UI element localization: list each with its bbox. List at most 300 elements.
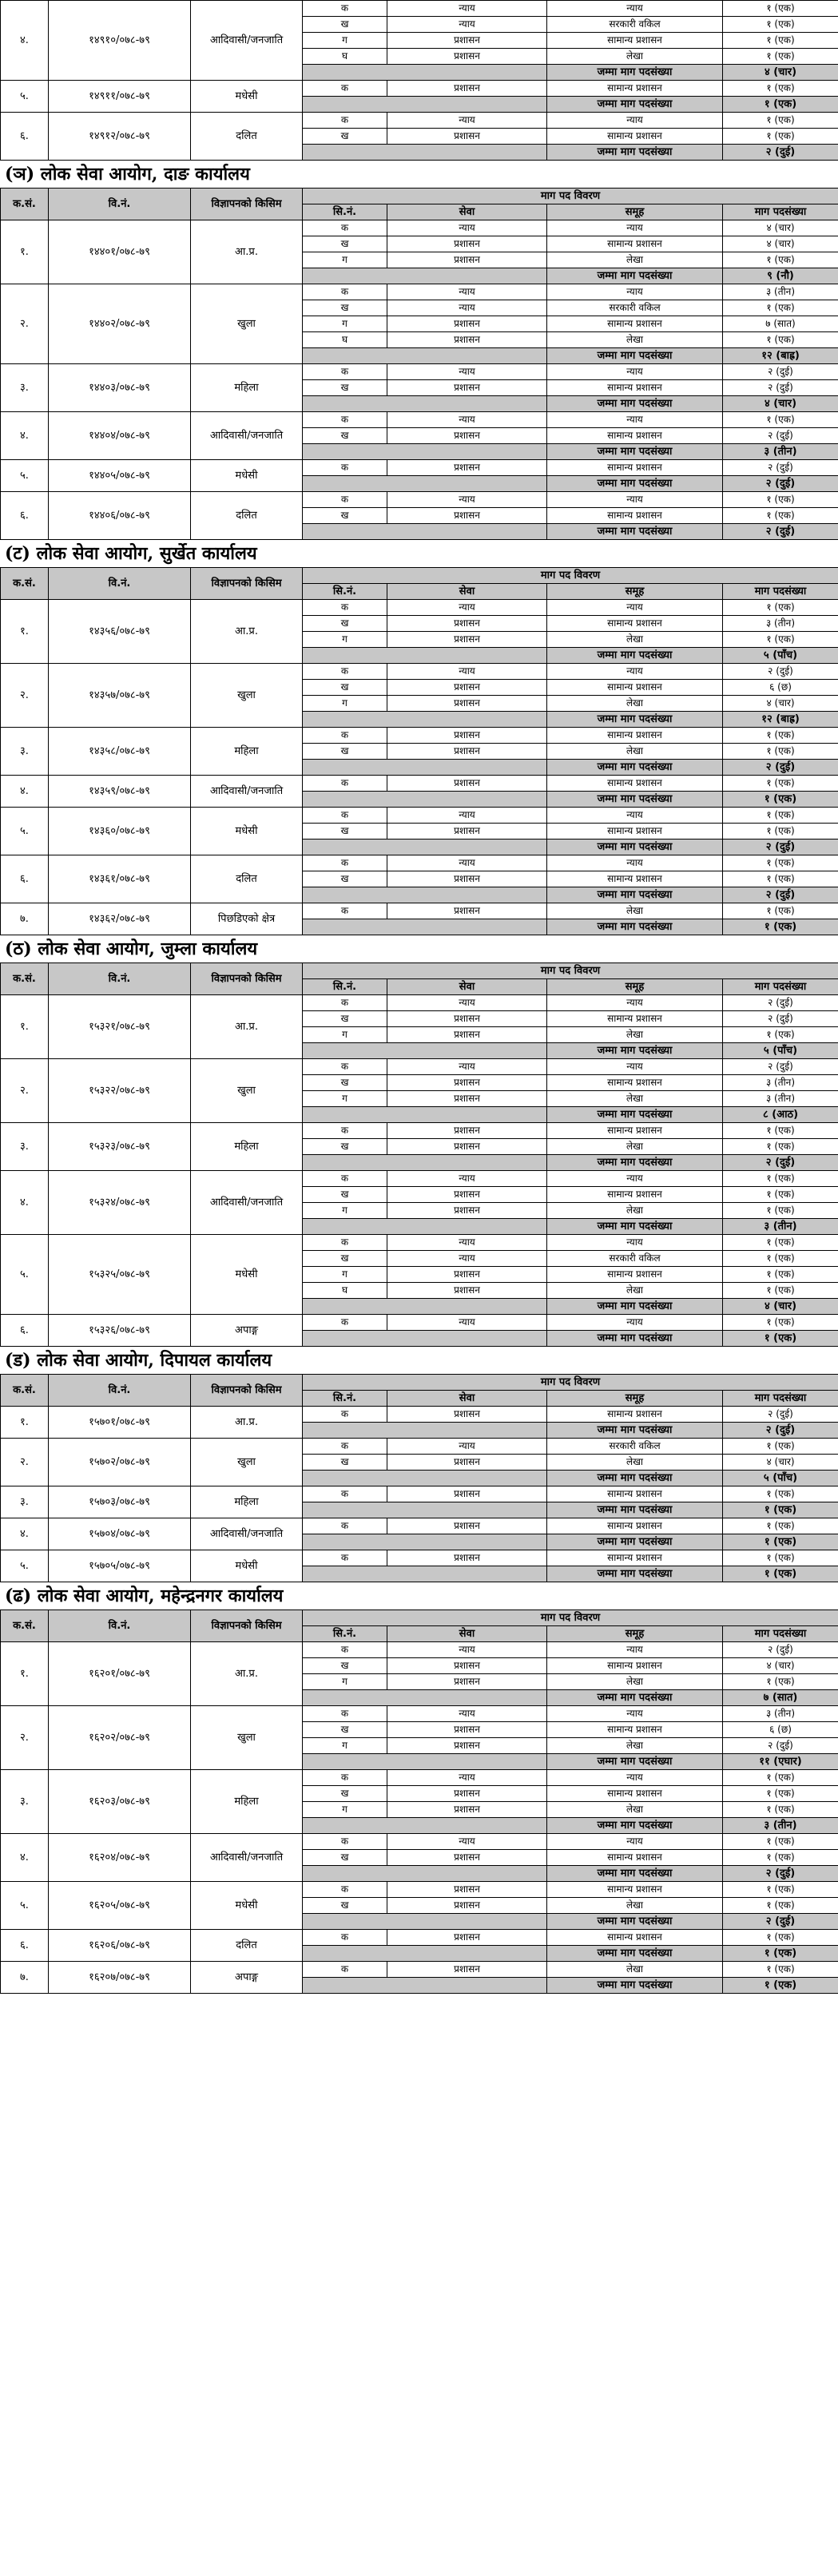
group-kisim: खुला (191, 1059, 303, 1123)
cell-sewa: प्रशासन (387, 508, 547, 524)
cell-sewa: प्रशासन (387, 1674, 547, 1690)
cell-samuha: न्याय (547, 1171, 723, 1187)
cell-si-no: ख (303, 1786, 387, 1802)
cell-si-no: ख (303, 1455, 387, 1471)
cell-si-no: क (303, 776, 387, 792)
cell-sewa: प्रशासन (387, 460, 547, 476)
group-sn: ४. (1, 1171, 49, 1235)
col-header: माग पद विवरण (303, 1610, 838, 1626)
cell-si-no: क (303, 1706, 387, 1722)
cell-sankhya: १ (एक) (723, 1962, 838, 1978)
cell-sankhya: १ (एक) (723, 1171, 838, 1187)
cell-sankhya: १ (एक) (723, 17, 838, 33)
cell-samuha: न्याय (547, 1834, 723, 1850)
cell-samuha: सामान्य प्रशासन (547, 728, 723, 744)
cell-sankhya: १ (एक) (723, 1315, 838, 1331)
cell-sankhya: १ (एक) (723, 81, 838, 97)
group-kisim: दलित (191, 113, 303, 161)
cell-si-no: क (303, 220, 387, 236)
col-header: समूह (547, 204, 723, 220)
cell-sewa: प्रशासन (387, 1203, 547, 1219)
group-vn: १६२०७/०७८-७९ (49, 1962, 191, 1994)
col-header: विज्ञापनको किसिम (191, 963, 303, 995)
cell-samuha: न्याय (547, 1059, 723, 1075)
total-value: १ (एक) (723, 1534, 838, 1550)
total-label: जम्मा माग पदसंख्या (547, 1219, 723, 1235)
group-kisim: मधेसी (191, 1882, 303, 1930)
cell-sankhya: १ (एक) (723, 871, 838, 887)
col-header: सेवा (387, 584, 547, 600)
col-header: क.सं. (1, 568, 49, 600)
group-sn: ५. (1, 1235, 49, 1315)
cell-samuha: लेखा (547, 332, 723, 348)
table-row (1, 728, 838, 744)
total-spacer (303, 396, 547, 412)
cell-sewa: प्रशासन (387, 332, 547, 348)
cell-sankhya: १ (एक) (723, 332, 838, 348)
group-sn: ६. (1, 113, 49, 161)
cell-sewa: न्याय (387, 1439, 547, 1455)
cell-sankhya: २ (दुई) (723, 428, 838, 444)
cell-sankhya: १ (एक) (723, 1123, 838, 1139)
cell-si-no: ग (303, 1027, 387, 1043)
cell-sankhya: २ (दुई) (723, 1407, 838, 1423)
cell-si-no: क (303, 808, 387, 824)
cell-sankhya: १ (एक) (723, 1486, 838, 1502)
cell-sankhya: १ (एक) (723, 1898, 838, 1914)
col-header: समूह (547, 979, 723, 995)
cell-sankhya: १ (एक) (723, 1786, 838, 1802)
cell-samuha: सामान्य प्रशासन (547, 680, 723, 696)
cell-si-no: ग (303, 1738, 387, 1754)
total-spacer (303, 648, 547, 664)
group-sn: ५. (1, 1882, 49, 1930)
col-header: सि.नं. (303, 204, 387, 220)
group-sn: ७. (1, 1962, 49, 1994)
total-value: ९ (नौ) (723, 268, 838, 284)
group-kisim: महिला (191, 1123, 303, 1171)
group-kisim: दलित (191, 855, 303, 903)
cell-sewa: प्रशासन (387, 1283, 547, 1299)
total-spacer (303, 1043, 547, 1059)
group-sn: ४. (1, 776, 49, 808)
group-sn: २. (1, 664, 49, 728)
cell-si-no: क (303, 284, 387, 300)
group-kisim: आ.प्र. (191, 220, 303, 284)
header-row (1, 568, 838, 584)
total-spacer (303, 97, 547, 113)
group-vn: १५३२४/०७८-७९ (49, 1171, 191, 1235)
cell-samuha: सामान्य प्रशासन (547, 776, 723, 792)
cell-sankhya: २ (दुई) (723, 1738, 838, 1754)
cell-sankhya: २ (दुई) (723, 1059, 838, 1075)
cell-samuha: सामान्य प्रशासन (547, 1850, 723, 1866)
total-label: जम्मा माग पदसंख्या (547, 648, 723, 664)
group-kisim: आदिवासी/जनजाति (191, 776, 303, 808)
cell-sewa: प्रशासन (387, 252, 547, 268)
cell-sankhya: १ (एक) (723, 632, 838, 648)
cell-sewa: न्याय (387, 600, 547, 616)
cell-samuha: सामान्य प्रशासन (547, 33, 723, 49)
cell-si-no: घ (303, 1283, 387, 1299)
cell-sewa: न्याय (387, 1, 547, 17)
table-row (1, 1407, 838, 1423)
total-label: जम्मा माग पदसंख्या (547, 1107, 723, 1123)
cell-si-no: क (303, 903, 387, 919)
cell-sankhya: १ (एक) (723, 855, 838, 871)
cell-si-no: क (303, 1882, 387, 1898)
cell-si-no: ख (303, 1658, 387, 1674)
group-kisim: पिछडिएको क्षेत्र (191, 903, 303, 935)
group-vn: १५७०२/०७८-७९ (49, 1439, 191, 1486)
total-value: ५ (पाँच) (723, 1043, 838, 1059)
total-spacer (303, 268, 547, 284)
cell-sankhya: २ (दुई) (723, 1011, 838, 1027)
total-label: जम्मा माग पदसंख्या (547, 1471, 723, 1486)
cell-si-no: क (303, 600, 387, 616)
cell-si-no: ख (303, 129, 387, 145)
cell-sewa: न्याय (387, 995, 547, 1011)
col-header: सेवा (387, 979, 547, 995)
cell-si-no: ख (303, 1187, 387, 1203)
cell-sewa: प्रशासन (387, 1027, 547, 1043)
cell-sankhya: ६ (छ) (723, 1722, 838, 1738)
group-sn: १. (1, 600, 49, 664)
total-spacer (303, 1566, 547, 1582)
col-header: सि.नं. (303, 584, 387, 600)
cell-sewa: न्याय (387, 364, 547, 380)
cell-sankhya: १ (एक) (723, 1850, 838, 1866)
total-value: ५ (पाँच) (723, 1471, 838, 1486)
cell-si-no: क (303, 1235, 387, 1251)
cell-samuha: सामान्य प्रशासन (547, 81, 723, 97)
cell-sewa: प्रशासन (387, 632, 547, 648)
cell-sewa: प्रशासन (387, 1882, 547, 1898)
cell-sewa: न्याय (387, 1706, 547, 1722)
total-label: जम्मा माग पदसंख्या (547, 524, 723, 540)
cell-sewa: प्रशासन (387, 1550, 547, 1566)
cell-sewa: न्याय (387, 1059, 547, 1075)
table-row (1, 1642, 838, 1658)
table-row (1, 855, 838, 871)
total-spacer (303, 1219, 547, 1235)
total-label: जम्मा माग पदसंख्या (547, 348, 723, 364)
cell-samuha: सामान्य प्रशासन (547, 871, 723, 887)
total-label: जम्मा माग पदसंख्या (547, 1043, 723, 1059)
cell-sankhya: ४ (चार) (723, 696, 838, 712)
cell-sankhya: १ (एक) (723, 728, 838, 744)
cell-si-no: ख (303, 1011, 387, 1027)
group-sn: ३. (1, 728, 49, 776)
cell-si-no: घ (303, 49, 387, 65)
total-spacer (303, 1534, 547, 1550)
cell-sewa: प्रशासन (387, 1898, 547, 1914)
cell-samuha: न्याय (547, 1770, 723, 1786)
cell-sankhya: १ (एक) (723, 1550, 838, 1566)
cell-si-no: ग (303, 252, 387, 268)
group-sn: ४. (1, 1834, 49, 1882)
cell-sewa: प्रशासन (387, 744, 547, 760)
cell-sankhya: १ (एक) (723, 600, 838, 616)
col-header: समूह (547, 1391, 723, 1407)
col-header: वि.नं. (49, 189, 191, 220)
total-spacer (303, 792, 547, 808)
group-kisim: आदिवासी/जनजाति (191, 1, 303, 81)
group-kisim: मधेसी (191, 808, 303, 855)
total-spacer (303, 1914, 547, 1930)
cell-sewa: प्रशासन (387, 696, 547, 712)
total-value: २ (दुई) (723, 476, 838, 492)
cell-sewa: प्रशासन (387, 1802, 547, 1818)
total-spacer (303, 1866, 547, 1882)
cell-samuha: सामान्य प्रशासन (547, 1550, 723, 1566)
total-value: १ (एक) (723, 919, 838, 935)
total-label: जम्मा माग पदसंख्या (547, 1818, 723, 1834)
cell-sewa: न्याय (387, 492, 547, 508)
cell-si-no: ग (303, 33, 387, 49)
total-label: जम्मा माग पदसंख्या (547, 268, 723, 284)
section-title: (ड) लोक सेवा आयोग, दिपायल कार्यालय (5, 1350, 272, 1371)
total-value: ३ (तीन) (723, 1219, 838, 1235)
group-vn: १४४०५/०७८-७९ (49, 460, 191, 492)
cell-sankhya: ४ (चार) (723, 220, 838, 236)
cell-samuha: सरकारी वकिल (547, 1439, 723, 1455)
col-header: माग पदसंख्या (723, 584, 838, 600)
cell-sankhya: १ (एक) (723, 1834, 838, 1850)
cell-samuha: न्याय (547, 1706, 723, 1722)
total-value: ५ (पाँच) (723, 648, 838, 664)
cell-sewa: प्रशासन (387, 1407, 547, 1423)
total-value: १ (एक) (723, 97, 838, 113)
col-header: सि.नं. (303, 979, 387, 995)
cell-si-no: ख (303, 236, 387, 252)
total-spacer (303, 1471, 547, 1486)
total-label: जम्मा माग पदसंख्या (547, 396, 723, 412)
cell-samuha: न्याय (547, 664, 723, 680)
cell-si-no: क (303, 412, 387, 428)
cell-samuha: न्याय (547, 1235, 723, 1251)
table-row (1, 1171, 838, 1187)
group-vn: १५३२६/०७८-७९ (49, 1315, 191, 1347)
cell-sewa: प्रशासन (387, 1486, 547, 1502)
total-spacer (303, 524, 547, 540)
cell-samuha: सामान्य प्रशासन (547, 129, 723, 145)
group-vn: १४३५८/०७८-७९ (49, 728, 191, 776)
table-row (1, 1882, 838, 1898)
cell-si-no: ख (303, 871, 387, 887)
cell-samuha: लेखा (547, 696, 723, 712)
cell-samuha: सामान्य प्रशासन (547, 428, 723, 444)
total-label: जम्मा माग पदसंख्या (547, 792, 723, 808)
cell-samuha: सामान्य प्रशासन (547, 1722, 723, 1738)
table-row (1, 220, 838, 236)
total-spacer (303, 348, 547, 364)
col-header: वि.नं. (49, 1610, 191, 1642)
group-vn: १५७०४/०७८-७९ (49, 1518, 191, 1550)
table-row (1, 113, 838, 129)
cell-si-no: ख (303, 824, 387, 839)
cell-samuha: सामान्य प्रशासन (547, 1786, 723, 1802)
total-label: जम्मा माग पदसंख्या (547, 444, 723, 460)
col-header: क.सं. (1, 1610, 49, 1642)
cell-sewa: प्रशासन (387, 236, 547, 252)
cell-si-no: ख (303, 508, 387, 524)
cell-si-no: ख (303, 1251, 387, 1267)
cell-sankhya: १ (एक) (723, 1187, 838, 1203)
cell-si-no: क (303, 1518, 387, 1534)
cell-sankhya: १ (एक) (723, 1802, 838, 1818)
total-value: २ (दुई) (723, 1914, 838, 1930)
cell-sankhya: २ (दुई) (723, 380, 838, 396)
cell-si-no: क (303, 1, 387, 17)
cell-si-no: ग (303, 1267, 387, 1283)
group-sn: ७. (1, 903, 49, 935)
cell-samuha: न्याय (547, 284, 723, 300)
group-vn: १४९११/०७८-७९ (49, 81, 191, 113)
cell-sewa: न्याय (387, 855, 547, 871)
cell-samuha: सामान्य प्रशासन (547, 380, 723, 396)
col-header: समूह (547, 1626, 723, 1642)
total-spacer (303, 1946, 547, 1962)
total-spacer (303, 887, 547, 903)
total-value: ३ (तीन) (723, 444, 838, 460)
cell-si-no: क (303, 460, 387, 476)
cell-sankhya: १ (एक) (723, 1251, 838, 1267)
group-kisim: मधेसी (191, 81, 303, 113)
group-sn: ४. (1, 412, 49, 460)
cell-samuha: सामान्य प्रशासन (547, 616, 723, 632)
cell-si-no: ख (303, 1850, 387, 1866)
cell-sankhya: २ (दुई) (723, 664, 838, 680)
col-header: क.सं. (1, 1375, 49, 1407)
cell-sewa: प्रशासन (387, 1455, 547, 1471)
total-value: १ (एक) (723, 1502, 838, 1518)
cell-samuha: सामान्य प्रशासन (547, 1658, 723, 1674)
vacancy-table (0, 1610, 838, 1994)
cell-si-no: ख (303, 1722, 387, 1738)
cell-sankhya: १ (एक) (723, 129, 838, 145)
group-vn: १४९१२/०७८-७९ (49, 113, 191, 161)
cell-samuha: लेखा (547, 1962, 723, 1978)
total-spacer (303, 1690, 547, 1706)
cell-sankhya: २ (दुई) (723, 460, 838, 476)
cell-sewa: प्रशासन (387, 81, 547, 97)
cell-samuha: सामान्य प्रशासन (547, 1486, 723, 1502)
total-value: २ (दुई) (723, 1155, 838, 1171)
table-row (1, 1059, 838, 1075)
cell-sewa: प्रशासन (387, 1011, 547, 1027)
group-kisim: खुला (191, 664, 303, 728)
cell-sankhya: १ (एक) (723, 824, 838, 839)
cell-sankhya: २ (दुई) (723, 364, 838, 380)
table-row (1, 1315, 838, 1331)
total-value: १ (एक) (723, 1331, 838, 1347)
cell-si-no: क (303, 1439, 387, 1455)
total-label: जम्मा माग पदसंख्या (547, 1690, 723, 1706)
group-kisim: महिला (191, 1770, 303, 1834)
group-kisim: दलित (191, 492, 303, 540)
cell-sewa: प्रशासन (387, 1267, 547, 1283)
group-sn: ३. (1, 1486, 49, 1518)
total-label: जम्मा माग पदसंख्या (547, 919, 723, 935)
cell-sankhya: २ (दुई) (723, 1642, 838, 1658)
col-header: क.सं. (1, 963, 49, 995)
cell-samuha: लेखा (547, 1738, 723, 1754)
cell-samuha: सामान्य प्रशासन (547, 236, 723, 252)
group-sn: २. (1, 1439, 49, 1486)
group-kisim: दलित (191, 1930, 303, 1962)
cell-si-no: ख (303, 744, 387, 760)
group-sn: ५. (1, 1550, 49, 1582)
cell-sankhya: १ (एक) (723, 808, 838, 824)
cell-samuha: सरकारी वकिल (547, 17, 723, 33)
total-label: जम्मा माग पदसंख्या (547, 1946, 723, 1962)
cell-sewa: प्रशासन (387, 680, 547, 696)
total-value: ४ (चार) (723, 1299, 838, 1315)
cell-sewa: प्रशासन (387, 1091, 547, 1107)
group-kisim: आदिवासी/जनजाति (191, 1518, 303, 1550)
cell-sewa: प्रशासन (387, 1139, 547, 1155)
vacancy-table (0, 567, 838, 935)
group-kisim: खुला (191, 1706, 303, 1770)
cell-si-no: क (303, 1834, 387, 1850)
total-label: जम्मा माग पदसंख्या (547, 760, 723, 776)
table-row (1, 81, 838, 97)
cell-sewa: प्रशासन (387, 776, 547, 792)
table-row (1, 808, 838, 824)
total-value: ७ (सात) (723, 1690, 838, 1706)
col-header: सेवा (387, 204, 547, 220)
cell-sankhya: १ (एक) (723, 1770, 838, 1786)
vacancy-table (0, 188, 838, 540)
col-header: माग पदसंख्या (723, 1626, 838, 1642)
group-sn: ५. (1, 808, 49, 855)
cell-sewa: प्रशासन (387, 728, 547, 744)
cell-si-no: ख (303, 680, 387, 696)
cell-sankhya: १ (एक) (723, 744, 838, 760)
cell-si-no: ख (303, 380, 387, 396)
cell-samuha: लेखा (547, 632, 723, 648)
group-kisim: आ.प्र. (191, 995, 303, 1059)
cell-sankhya: १ (एक) (723, 1, 838, 17)
group-sn: ६. (1, 855, 49, 903)
group-sn: १. (1, 220, 49, 284)
group-sn: ३. (1, 364, 49, 412)
vacancy-table (0, 0, 838, 161)
group-vn: १४४०२/०७८-७९ (49, 284, 191, 364)
total-value: १ (एक) (723, 1566, 838, 1582)
total-value: १२ (बाह्र) (723, 348, 838, 364)
group-kisim: महिला (191, 728, 303, 776)
cell-sewa: न्याय (387, 113, 547, 129)
cell-samuha: न्याय (547, 364, 723, 380)
total-spacer (303, 1423, 547, 1439)
col-header: सेवा (387, 1391, 547, 1407)
cell-samuha: सामान्य प्रशासन (547, 1011, 723, 1027)
cell-samuha: सामान्य प्रशासन (547, 1267, 723, 1283)
total-value: ८ (आठ) (723, 1107, 838, 1123)
table-row (1, 600, 838, 616)
group-kisim: आदिवासी/जनजाति (191, 412, 303, 460)
cell-sankhya: ३ (तीन) (723, 284, 838, 300)
cell-samuha: लेखा (547, 1455, 723, 1471)
col-header: माग पदसंख्या (723, 979, 838, 995)
group-vn: १४३६१/०७८-७९ (49, 855, 191, 903)
cell-sewa: प्रशासन (387, 824, 547, 839)
cell-sewa: न्याय (387, 1171, 547, 1187)
table-row (1, 1550, 838, 1566)
group-vn: १४३५७/०७८-७९ (49, 664, 191, 728)
